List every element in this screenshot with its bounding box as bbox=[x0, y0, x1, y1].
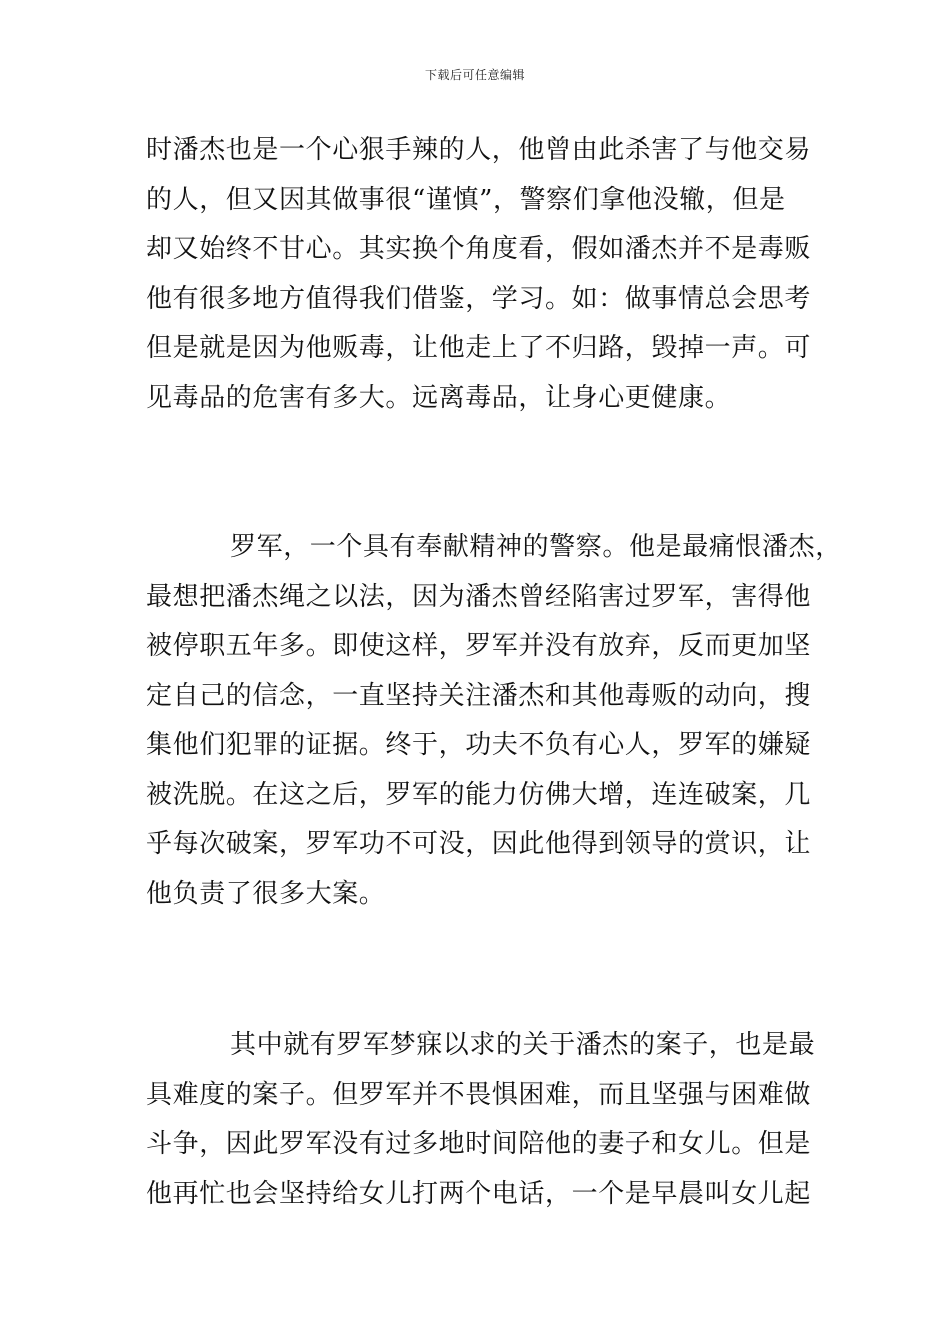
paragraph-3 bbox=[146, 1021, 816, 1219]
text-line: 被停职五年多。即使这样，罗军并没有放弃，反而更加坚 bbox=[146, 631, 812, 661]
text-line: 集他们犯罪的证据。终于，功夫不负有心人，罗军的嫌疑 bbox=[146, 730, 812, 760]
paragraph-2 bbox=[146, 523, 842, 919]
text-line: 他再忙也会坚持给女儿打两个电话，一个是早晨叫女儿起 bbox=[146, 1178, 812, 1209]
text-line: 被洗脱。在这之后，罗军的能力仿佛大增，连连破案，几 bbox=[146, 779, 812, 810]
text-line: 具难度的案子。但罗军并不畏惧困难，而且坚强与困难做 bbox=[146, 1079, 812, 1110]
text-line: 乎每次破案，罗军功不可没，因此他得到领导的赏识，让 bbox=[146, 829, 812, 859]
text-line: 但是就是因为他贩毒，让他走上了不归路，毁掉一声。可 bbox=[146, 333, 812, 363]
text-line: 他有很多地方值得我们借鉴，学习。如：做事情总会思考 bbox=[146, 283, 812, 314]
text-line: 却又始终不甘心。其实换个角度看，假如潘杰并不是毒贩 bbox=[146, 234, 812, 264]
text-line: 见毒品的危害有多大。远离毒品，让身心更健康。 bbox=[146, 382, 732, 413]
paragraph-1 bbox=[146, 126, 816, 423]
page-header: 下载后可任意编辑 bbox=[424, 68, 525, 82]
text-line: 斗争，因此罗军没有过多地时间陪他的妻子和女儿。但是 bbox=[146, 1129, 812, 1159]
text-line: 其中就有罗军梦寐以求的关于潘杰的案子，也是最 bbox=[230, 1030, 816, 1060]
text-line: 定自己的信念，一直坚持关注潘杰和其他毒贩的动向，搜 bbox=[146, 680, 812, 711]
text-line: 罗军，一个具有奉献精神的警察。他是最痛恨潘杰， bbox=[230, 532, 842, 562]
text-line: 他负责了很多大案。 bbox=[146, 878, 386, 909]
text-line: 时潘杰也是一个心狠手辣的人，他曾由此杀害了与他交易 bbox=[146, 135, 812, 165]
text-line: 最想把潘杰绳之以法，因为潘杰曾经陷害过罗军，害得他 bbox=[146, 581, 812, 612]
text-line: 的人，但又因其做事很“谨慎”，警察们拿他没辙，但是 bbox=[146, 184, 786, 215]
